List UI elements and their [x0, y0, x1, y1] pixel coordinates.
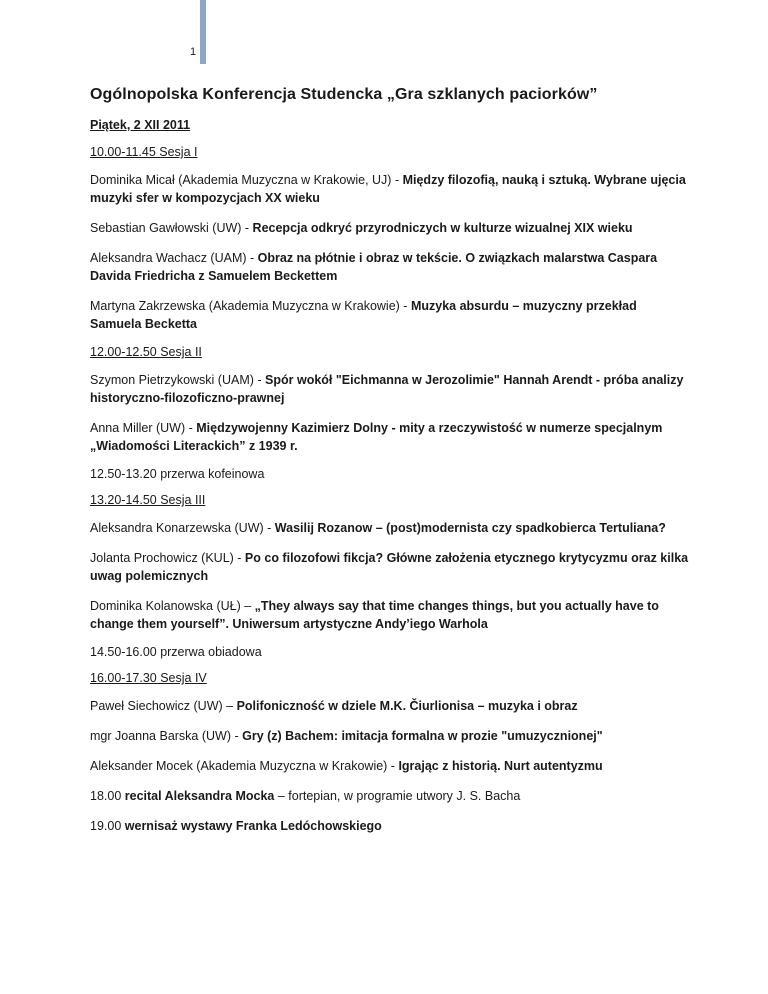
document-body — [90, 86, 690, 847]
talk-speaker: Szymon Pietrzykowski (UAM) - — [90, 373, 266, 387]
talk-entry — [90, 727, 690, 745]
talk-title: „They always say that time changes things, but you actually have to change them yourself”. Uniwersum artystyczne Andy’iego Warhola — [90, 599, 659, 631]
talk-entry — [90, 171, 690, 207]
talk-entry — [90, 549, 690, 585]
talk-title: Gry (z) Bachem: imitacja formalna w prozie "umuzycznionej" — [242, 729, 603, 743]
talk-title: Polifoniczność w dziele M.K. Čiurlionisa – muzyka i obraz — [236, 699, 578, 713]
talk-title: Między filozofią, nauką i sztuką. Wybrane ujęcia muzyki sfer w kompozycjach XX wieku — [90, 173, 686, 205]
session-heading-4: 16.00-17.30 Sesja IV — [90, 671, 207, 685]
talk-title: Spór wokół "Eichmanna w Jerozolimie" Hannah Arendt - próba analizy historyczno-filozoficzno-prawnej — [90, 373, 684, 405]
session-heading-1: 10.00-11.45 Sesja I — [90, 145, 198, 159]
talk-entry — [90, 757, 690, 775]
talk-speaker: Paweł Siechowicz (UW) – — [90, 699, 237, 713]
talk-entry — [90, 597, 690, 633]
talk-speaker: Aleksander Mocek (Akademia Muzyczna w Krakowie) - — [90, 759, 399, 773]
recital-time: 18.00 — [90, 789, 125, 803]
talk-entry — [90, 371, 690, 407]
date-heading: Piątek, 2 XII 2011 — [90, 118, 191, 132]
talk-speaker: Sebastian Gawłowski (UW) - — [90, 221, 253, 235]
talk-speaker: Aleksandra Wachacz (UAM) - — [90, 251, 258, 265]
talk-title: Międzywojenny Kazimierz Dolny - mity a rzeczywistość w numerze specjalnym „Wiadomości Literackich” z 1939 r. — [90, 421, 663, 453]
talk-speaker: mgr Joanna Barska (UW) - — [90, 729, 243, 743]
talk-entry — [90, 697, 690, 715]
talk-speaker: Martyna Zakrzewska (Akademia Muzyczna w Krakowie) - — [90, 299, 411, 313]
talk-title: Po co filozofowi fikcja? Główne założenia etycznego krytycyzmu oraz kilka uwag polemicznych — [90, 551, 689, 583]
recital-title: recital Aleksandra Mocka — [124, 789, 275, 803]
talk-entry — [90, 297, 690, 333]
talk-title: Recepcja odkryć przyrodniczych w kulturze wizualnej XIX wieku — [252, 221, 633, 235]
vernissage-entry — [90, 817, 690, 835]
talk-title: Wasilij Rozanow – (post)modernista czy spadkobierca Tertuliana? — [274, 521, 666, 535]
talk-speaker: Anna Miller (UW) - — [90, 421, 197, 435]
talk-title: Obraz na płótnie i obraz w tekście. O związkach malarstwa Caspara Davida Friedricha z Samuelem Beckettem — [90, 251, 658, 283]
talk-entry — [90, 219, 690, 237]
lunch-break: 14.50-16.00 przerwa obiadowa — [90, 645, 262, 659]
talk-speaker: Aleksandra Konarzewska (UW) - — [90, 521, 275, 535]
talk-speaker: Jolanta Prochowicz (KUL) - — [90, 551, 245, 565]
vernissage-time: 19.00 — [90, 819, 125, 833]
talk-title: Muzyka absurdu – muzyczny przekład Samuela Becketta — [90, 299, 637, 331]
talk-entry — [90, 519, 690, 537]
page-number: 1 — [190, 46, 197, 58]
recital-details: – fortepian, w programie utwory J. S. Bacha — [274, 789, 521, 803]
talk-entry — [90, 419, 690, 455]
talk-speaker: Dominika Kolanowska (UŁ) – — [90, 599, 255, 613]
talk-title: Igrając z historią. Nurt autentyzmu — [398, 759, 603, 773]
recital-entry — [90, 787, 690, 805]
session-heading-2: 12.00-12.50 Sesja II — [90, 345, 202, 359]
conference-title: Ogólnopolska Konferencja Studencka „Gra szklanych paciorków” — [90, 86, 598, 103]
coffee-break: 12.50-13.20 przerwa kofeinowa — [90, 467, 265, 481]
session-heading-3: 13.20-14.50 Sesja III — [90, 493, 206, 507]
vernissage-title: wernisaż wystawy Franka Ledóchowskiego — [124, 819, 382, 833]
talk-entry — [90, 249, 690, 285]
talk-speaker: Dominika Micał (Akademia Muzyczna w Krakowie, UJ) - — [90, 173, 403, 187]
margin-bar — [200, 0, 206, 64]
